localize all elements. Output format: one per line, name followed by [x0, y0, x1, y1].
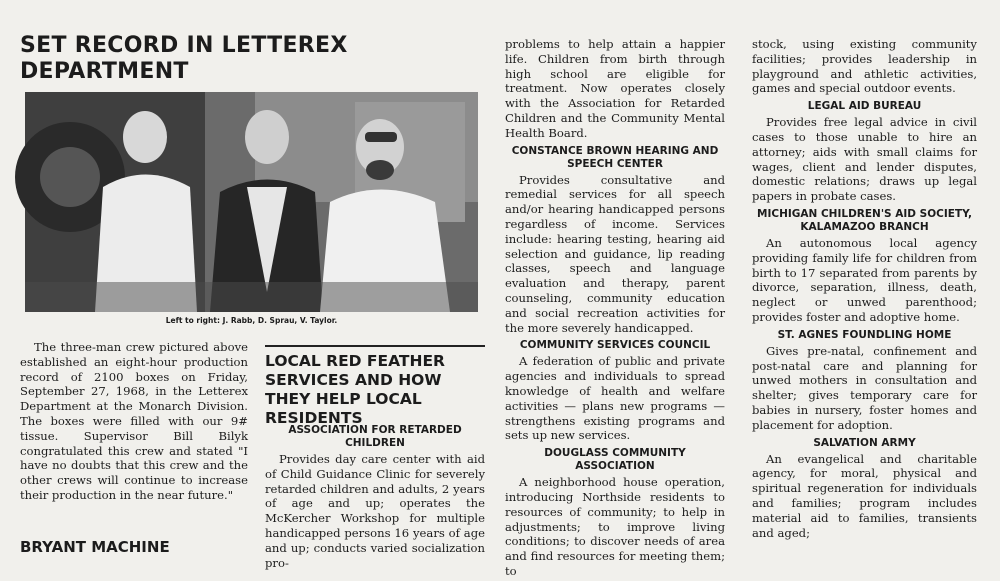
section-body: Provides consultative and remedial services for all speech and/or hearing handicapped persons regardless of income. Services include: hearing testing, hearing aid selection and guidance, lip reading classes, speech and language evaluation and therapy, parent counseling, community education and social recreation activities for the more severely handicapped.	[505, 172, 725, 335]
section-title: COMMUNITY SERVICES COUNCIL	[519, 339, 711, 352]
section-title: ST. AGNES FOUNDLING HOME	[777, 328, 952, 341]
section	[752, 100, 977, 204]
section	[752, 437, 977, 541]
section	[752, 208, 977, 325]
section-title: MICHIGAN CHILDREN'S AID SOCIETY, KALAMAZOO BRANCH	[757, 207, 972, 233]
continued-text: problems to help attain a happier life. Children from birth through high school are eligible for treatment. Now operates closely with the Association for Retarded Children and the Community Mental Health Board.	[505, 37, 725, 140]
lead-story	[20, 0, 490, 85]
crew-photo	[25, 92, 478, 312]
next-story-headline: BRYANT MACHINE	[20, 538, 170, 556]
section	[505, 145, 725, 336]
lead-story-body: The three-man crew pictured above established an eight-hour production record of 2100 boxes on Friday, September 27, 1968, in the Letterex Department at the Monarch Division. The boxes were filled with our 9# tissue. Supervisor Bill Bilyk congratulated this crew and stated "I have no doubts that this crew and the other crews will continue to increase their production in the near future."	[20, 340, 248, 502]
section-title: ASSOCIATION FOR RETARDED CHILDREN	[288, 424, 462, 449]
section-body: A neighborhood house operation, introducing Northside residents to resources of community; to help in adjustments; to improve living conditions; to discover needs of area and find resources for meeting them; to	[505, 475, 725, 578]
lead-headline: SET RECORD IN LETTEREX DEPARTMENT	[20, 33, 348, 84]
headline-rule	[265, 345, 485, 347]
section-body: Provides day care center with aid of Child Guidance Clinic for severely retarded children and adults, 2 years of age and up; operates the McKercher Workshop for multiple handicapped persons 16 years of age and up; conducts varied socialization pro-	[265, 452, 485, 570]
section-body: An autonomous local agency providing family life for children from birth to 17 separated from parents by divorce, separation, illness, death, neglect or unwed parenthood; provides foster and adoptive home.	[752, 235, 977, 324]
section	[505, 447, 725, 579]
feature-story	[265, 420, 485, 570]
section-title: LEGAL AID BUREAU	[807, 100, 922, 113]
section-body: Gives pre-natal, confinement and post-natal care and planning for unwed mothers in consultation and shelter; gives temporary care for babies in nursery, foster homes and placement for adoption.	[752, 343, 977, 432]
continued-text: stock, using existing community facilities; provides leadership in playground and athletic activities, games and special outdoor events.	[752, 37, 977, 96]
section-title: SALVATION ARMY	[813, 436, 916, 449]
section	[752, 329, 977, 433]
feature-headline: LOCAL RED FEATHER SERVICES AND HOW THEY HELP LOCAL RESIDENTS	[265, 352, 445, 427]
section-body: An evangelical and charitable agency, for moral, physical and spiritual regeneration for individuals and families; program includes material aid to families, transients and aged;	[752, 451, 977, 540]
column-4	[752, 0, 977, 542]
section	[505, 339, 725, 443]
column-3	[505, 0, 725, 581]
photo-caption: Left to right: J. Rabb, D. Sprau, V. Taylor.	[165, 316, 338, 325]
section-body: Provides free legal advice in civil cases to those unable to hire an attorney; aids with small claims for wages, client and lender disputes, domestic relations; draws up legal papers in probate cases.	[752, 115, 977, 204]
section-title: CONSTANCE BROWN HEARING AND SPEECH CENTER	[511, 144, 719, 170]
section-body: A federation of public and private agencies and individuals to spread knowledge of health and welfare activities — plans new programs — strengthens existing programs and sets up new services.	[505, 354, 725, 443]
section-title: DOUGLASS COMMUNITY ASSOCIATION	[544, 447, 686, 473]
